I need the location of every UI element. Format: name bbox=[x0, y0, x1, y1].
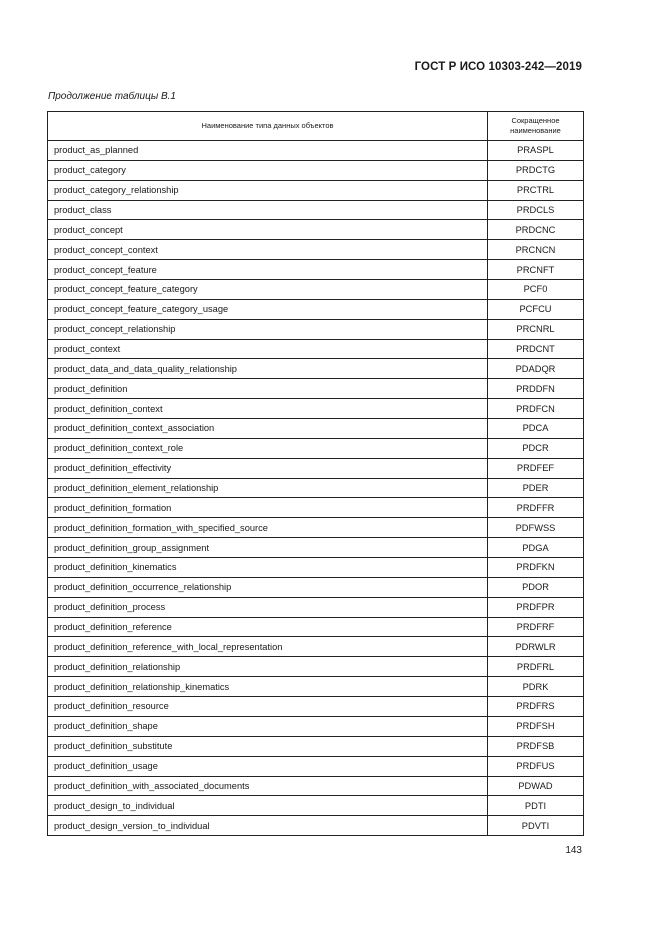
abbreviations-table bbox=[47, 111, 584, 836]
entity-type-name: product_definition_context bbox=[48, 399, 488, 419]
entity-type-name: product_concept_feature bbox=[48, 260, 488, 280]
short-name: PRDFFR bbox=[488, 498, 584, 518]
entity-type-name: product_definition bbox=[48, 379, 488, 399]
short-name: PDVTI bbox=[488, 816, 584, 836]
table-row bbox=[48, 458, 584, 478]
entity-type-name: product_design_version_to_individual bbox=[48, 816, 488, 836]
short-name: PRDCNT bbox=[488, 339, 584, 359]
short-name: PRDFUS bbox=[488, 756, 584, 776]
entity-type-name: product_definition_formation bbox=[48, 498, 488, 518]
short-name: PRDFRS bbox=[488, 697, 584, 717]
table-row bbox=[48, 260, 584, 280]
table-row bbox=[48, 796, 584, 816]
short-name: PDRK bbox=[488, 677, 584, 697]
entity-type-name: product_definition_element_relationship bbox=[48, 478, 488, 498]
short-name: PRDFCN bbox=[488, 399, 584, 419]
short-name: PRDCTG bbox=[488, 160, 584, 180]
table-row bbox=[48, 736, 584, 756]
short-name: PRDFSH bbox=[488, 716, 584, 736]
short-name: PRDFRL bbox=[488, 657, 584, 677]
short-name: PRDFEF bbox=[488, 458, 584, 478]
table-row bbox=[48, 637, 584, 657]
short-name: PDFWSS bbox=[488, 518, 584, 538]
table-row bbox=[48, 597, 584, 617]
table-header-row bbox=[48, 112, 584, 141]
entity-type-name: product_concept_feature_category_usage bbox=[48, 299, 488, 319]
short-name: PDER bbox=[488, 478, 584, 498]
entity-type-name: product_definition_relationship_kinematics bbox=[48, 677, 488, 697]
table-row bbox=[48, 240, 584, 260]
short-name: PRDFPR bbox=[488, 597, 584, 617]
entity-type-name: product_definition_relationship bbox=[48, 657, 488, 677]
entity-type-name: product_definition_formation_with_specified_source bbox=[48, 518, 488, 538]
entity-type-name: product_class bbox=[48, 200, 488, 220]
table-row bbox=[48, 756, 584, 776]
table-row bbox=[48, 339, 584, 359]
short-name: PCFCU bbox=[488, 299, 584, 319]
entity-type-name: product_definition_context_role bbox=[48, 438, 488, 458]
table-caption: Продолжение таблицы В.1 bbox=[48, 91, 176, 102]
page-number: 143 bbox=[565, 845, 582, 856]
short-name: PDOR bbox=[488, 577, 584, 597]
table-row bbox=[48, 577, 584, 597]
column-header-abbreviation: Сокращенное наименование bbox=[488, 112, 584, 141]
entity-type-name: product_definition_substitute bbox=[48, 736, 488, 756]
table-row bbox=[48, 677, 584, 697]
column-header-name: Наименование типа данных объектов bbox=[48, 112, 488, 141]
entity-type-name: product_definition_effectivity bbox=[48, 458, 488, 478]
table-row bbox=[48, 359, 584, 379]
entity-type-name: product_category bbox=[48, 160, 488, 180]
document-standard-header: ГОСТ Р ИСО 10303-242—2019 bbox=[414, 61, 582, 73]
entity-type-name: product_definition_usage bbox=[48, 756, 488, 776]
entity-type-name: product_definition_group_assignment bbox=[48, 538, 488, 558]
table-row bbox=[48, 558, 584, 578]
entity-type-name: product_concept bbox=[48, 220, 488, 240]
table-row bbox=[48, 617, 584, 637]
entity-type-name: product_data_and_data_quality_relationship bbox=[48, 359, 488, 379]
short-name: PRCTRL bbox=[488, 180, 584, 200]
table-row bbox=[48, 657, 584, 677]
short-name: PRDFSB bbox=[488, 736, 584, 756]
table-row bbox=[48, 280, 584, 300]
table-row bbox=[48, 299, 584, 319]
short-name: PRASPL bbox=[488, 141, 584, 161]
entity-type-name: product_definition_reference bbox=[48, 617, 488, 637]
short-name: PRDCLS bbox=[488, 200, 584, 220]
short-name: PCF0 bbox=[488, 280, 584, 300]
short-name: PDTI bbox=[488, 796, 584, 816]
entity-type-name: product_as_planned bbox=[48, 141, 488, 161]
table-row bbox=[48, 180, 584, 200]
short-name: PRDFKN bbox=[488, 558, 584, 578]
table-row bbox=[48, 160, 584, 180]
table-row bbox=[48, 498, 584, 518]
entity-type-name: product_definition_context_association bbox=[48, 419, 488, 439]
short-name: PRDFRF bbox=[488, 617, 584, 637]
table-row bbox=[48, 518, 584, 538]
short-name: PDWAD bbox=[488, 776, 584, 796]
short-name: PRCNCN bbox=[488, 240, 584, 260]
table-row bbox=[48, 697, 584, 717]
table-row bbox=[48, 399, 584, 419]
short-name: PDRWLR bbox=[488, 637, 584, 657]
short-name: PRCNRL bbox=[488, 319, 584, 339]
entity-type-name: product_concept_context bbox=[48, 240, 488, 260]
table-row bbox=[48, 538, 584, 558]
short-name: PDADQR bbox=[488, 359, 584, 379]
table-row bbox=[48, 716, 584, 736]
table-row bbox=[48, 220, 584, 240]
entity-type-name: product_definition_with_associated_documents bbox=[48, 776, 488, 796]
short-name: PDCR bbox=[488, 438, 584, 458]
entity-type-name: product_definition_resource bbox=[48, 697, 488, 717]
table-row bbox=[48, 319, 584, 339]
entity-type-name: product_category_relationship bbox=[48, 180, 488, 200]
short-name: PRDCNC bbox=[488, 220, 584, 240]
short-name: PDCA bbox=[488, 419, 584, 439]
table-row bbox=[48, 200, 584, 220]
table-row bbox=[48, 379, 584, 399]
entity-type-name: product_definition_occurrence_relationship bbox=[48, 577, 488, 597]
table-row bbox=[48, 776, 584, 796]
table-row bbox=[48, 419, 584, 439]
entity-type-name: product_concept_feature_category bbox=[48, 280, 488, 300]
entity-type-name: product_definition_reference_with_local_representation bbox=[48, 637, 488, 657]
table-row bbox=[48, 141, 584, 161]
entity-type-name: product_definition_process bbox=[48, 597, 488, 617]
entity-type-name: product_definition_kinematics bbox=[48, 558, 488, 578]
entity-type-name: product_definition_shape bbox=[48, 716, 488, 736]
entity-type-name: product_concept_relationship bbox=[48, 319, 488, 339]
short-name: PDGA bbox=[488, 538, 584, 558]
table-row bbox=[48, 478, 584, 498]
table-row bbox=[48, 438, 584, 458]
short-name: PRDDFN bbox=[488, 379, 584, 399]
entity-type-name: product_design_to_individual bbox=[48, 796, 488, 816]
short-name: PRCNFT bbox=[488, 260, 584, 280]
table-row bbox=[48, 816, 584, 836]
entity-type-name: product_context bbox=[48, 339, 488, 359]
